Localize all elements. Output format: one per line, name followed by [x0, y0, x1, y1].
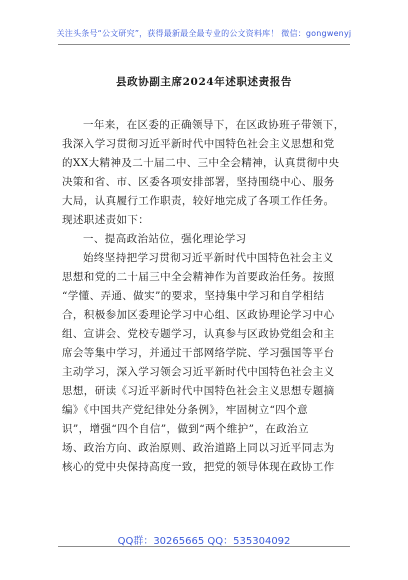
paragraph-line: “学懂、弄通、做实”的要求，坚持集中学习和自学相结: [62, 290, 325, 302]
paragraph-line: 思想和党的二十届三中全会精神作为首要政治任务。按照: [62, 271, 335, 283]
paragraph-line: 核心的党中央保持高度一致，把党的领导体现在政协工作: [62, 461, 335, 473]
paragraph-line: 主动学习，深入学习领会习近平新时代中国特色社会主义: [62, 366, 335, 378]
paragraph-line: 的XX大精神及二十届二中、三中全会精神，认真贯彻中央: [62, 157, 340, 169]
paragraph-line: 我深入学习贯彻习近平新时代中国特色社会主义思想和党: [62, 138, 335, 150]
paragraph-line: 始终坚持把学习贯彻习近平新时代中国特色社会主义: [83, 252, 334, 264]
paragraph-line: 决策和省、市、区委各项安排部署，坚持围绕中心、服务: [62, 176, 335, 188]
paragraph-line: 场、政治方向、政治原则、政治道路上同以习近平同志为: [62, 442, 335, 454]
section-heading: 一、提高政治站位，强化理论学习: [83, 233, 247, 245]
page-footer: QQ群：30265665 QQ：535304092: [117, 536, 291, 547]
document-body: [62, 116, 350, 477]
paragraph-line: 席会等集中学习，并通过干部网络学院、学习强国等平台: [62, 347, 335, 359]
paragraph-line: 识”，增强“四个自信”，做到“两个维护”，在政治立: [62, 423, 309, 435]
paragraph-line: 一年来，在区委的正确领导下，在区政协班子带领下，: [83, 119, 345, 131]
paragraph-line: 大局，认真履行工作职责，较好地完成了各项工作任务。: [62, 195, 335, 207]
paragraph-line: 现述职述责如下：: [62, 214, 150, 226]
page-header: 关注头条号“公文研究”，获得最新最全最专业的公文资料库！ 微信：gongwenyj: [56, 29, 352, 38]
paragraph-line: 组、宣讲会、党校专题学习，认真参与区政协党组会和主: [62, 328, 335, 340]
footer-divider: [58, 546, 350, 547]
document-title: 县政协副主席2024年述职述责报告: [116, 76, 292, 88]
paragraph-line: 思想，研读《习近平新时代中国特色社会主义思想专题摘: [62, 385, 335, 397]
paragraph-line: 合，积极参加区委理论学习中心组、区政协理论学习中心: [62, 309, 335, 321]
paragraph-line: 编》《中国共产党纪律处分条例》，牢固树立“四个意: [62, 404, 308, 416]
header-divider: [58, 44, 350, 45]
